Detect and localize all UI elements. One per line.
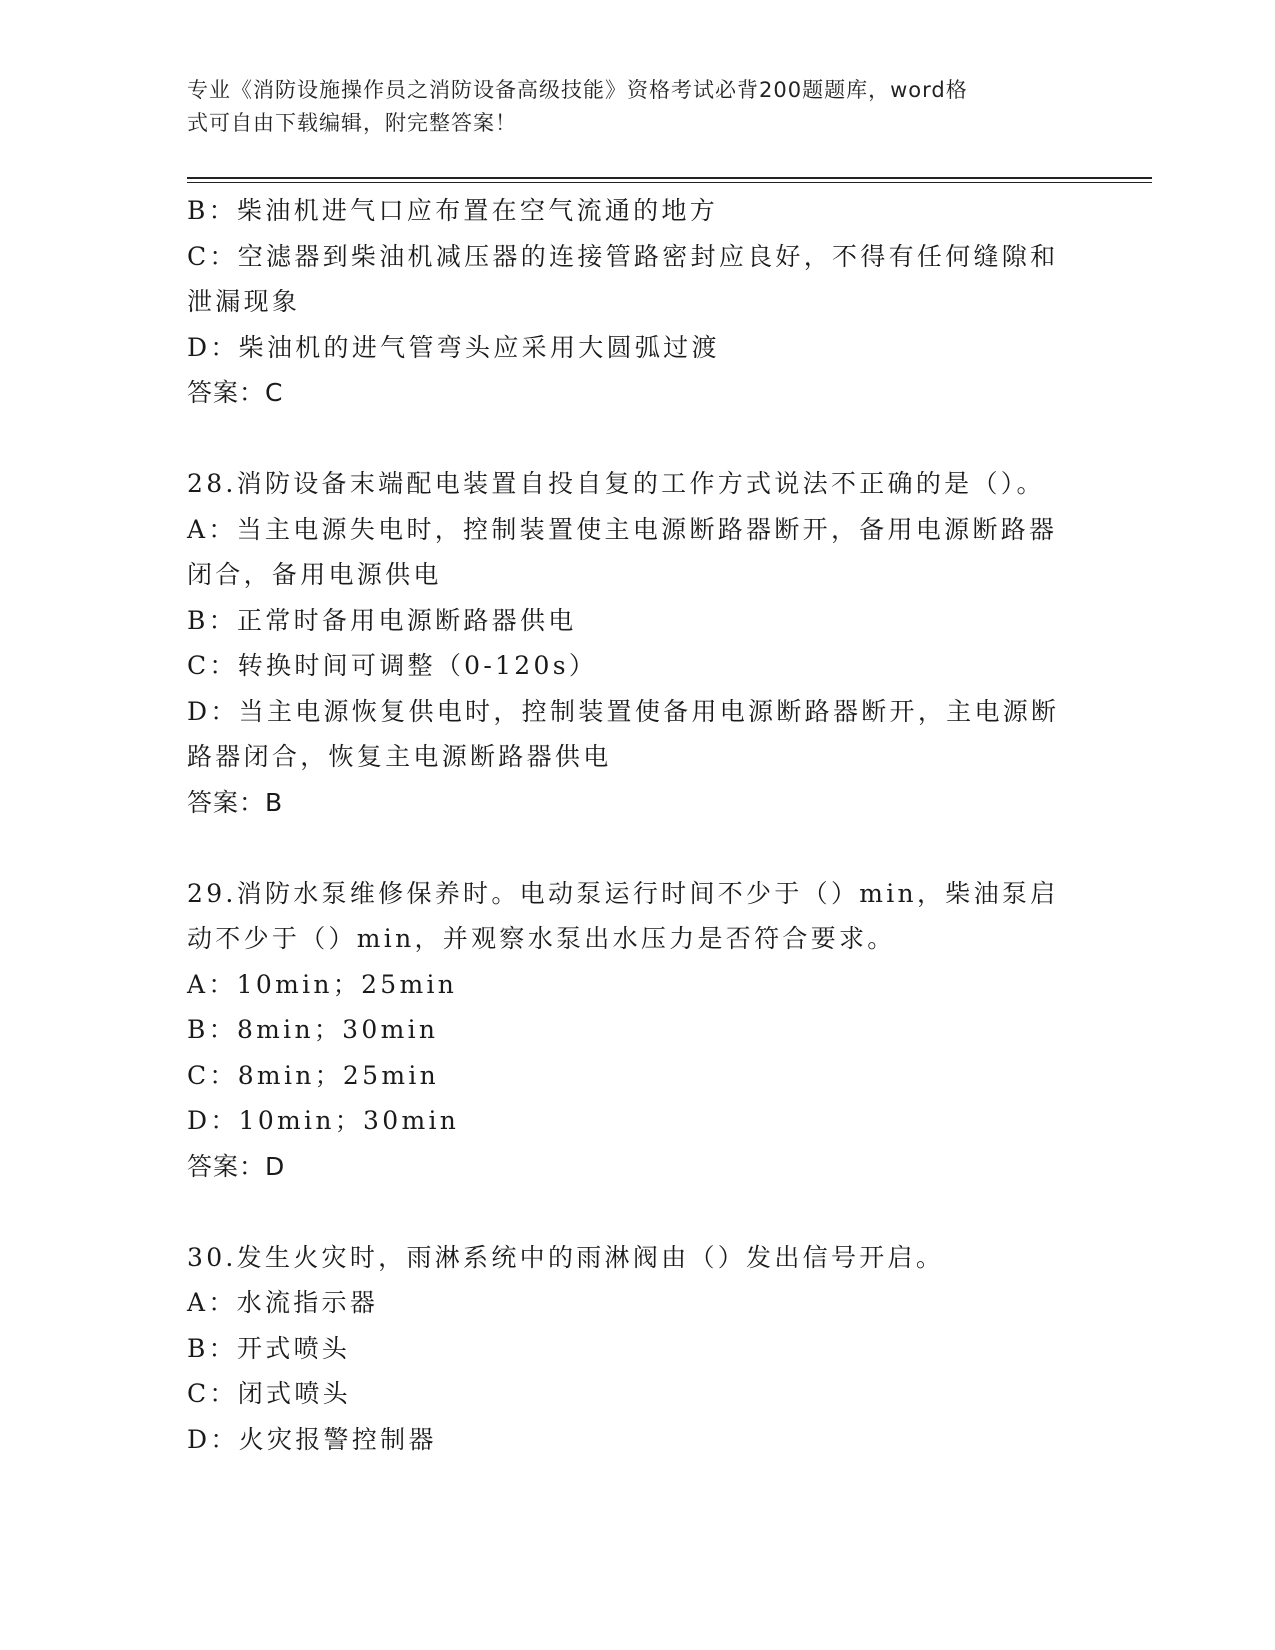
q29-stem-line-2: 动不少于（）min，并观察水泵出水压力是否符合要求。 [187, 924, 896, 953]
q28-option-a-line-1: A：当主电源失电时，控制装置使主电源断路器断开，备用电源断路器 [187, 514, 1058, 544]
q27-option-b: B：柴油机进气口应布置在空气流通的地方 [187, 196, 719, 225]
question-27 [187, 188, 1087, 416]
page-header [187, 74, 1067, 140]
q28-option-a-line-2: 闭合，备用电源供电 [187, 560, 442, 589]
question-list [187, 188, 1087, 1462]
q28-answer: 答案：B [187, 787, 284, 817]
header-divider-thick [187, 177, 1152, 179]
q29-option-b: B：8min；30min [187, 1015, 439, 1044]
q29-option-a: A：10min；25min [187, 969, 458, 999]
question-29 [187, 871, 1087, 1190]
q29-answer: 答案：D [187, 1151, 286, 1181]
q28-option-d-line-1: D：当主电源恢复供电时，控制装置使备用电源断路器断开，主电源断 [187, 696, 1060, 726]
q30-option-c: C：闭式喷头 [187, 1379, 351, 1408]
q28-stem: 28.消防设备末端配电装置自投自复的工作方式说法不正确的是（）。 [187, 469, 1045, 498]
q27-option-d: D：柴油机的进气管弯头应采用大圆弧过渡 [187, 332, 720, 362]
q27-option-c-line-2: 泄漏现象 [187, 287, 301, 316]
q29-option-d: D：10min；30min [187, 1106, 460, 1135]
q29-option-c: C：8min；25min [187, 1060, 440, 1090]
q29-stem-line-1: 29.消防水泵维修保养时。电动泵运行时间不少于（）min，柴油泵启 [187, 878, 1059, 908]
q28-option-b: B：正常时备用电源断路器供电 [187, 605, 577, 635]
header-line-1: 专业《消防设施操作员之消防设备高级技能》资格考试必背200题题库，word格 [187, 78, 968, 102]
q30-option-a: A：水流指示器 [187, 1288, 379, 1317]
spacer [187, 416, 1087, 462]
question-28 [187, 461, 1087, 825]
q27-option-c-line-1: C：空滤器到柴油机减压器的连接管路密封应良好，不得有任何缝隙和 [187, 241, 1059, 271]
q27-answer: 答案：C [187, 378, 284, 407]
q28-option-c: C：转换时间可调整（0-120s） [187, 651, 598, 680]
header-line-2: 式可自由下载编辑，附完整答案！ [187, 111, 517, 135]
q30-option-b: B：开式喷头 [187, 1333, 351, 1363]
q30-option-d: D：火灾报警控制器 [187, 1424, 437, 1454]
q28-option-d-line-2: 路器闭合，恢复主电源断路器供电 [187, 742, 612, 771]
question-30 [187, 1235, 1087, 1463]
spacer [187, 1189, 1087, 1235]
q30-stem: 30.发生火灾时，雨淋系统中的雨淋阀由（）发出信号开启。 [187, 1242, 945, 1272]
header-divider-thin [187, 182, 1152, 183]
spacer [187, 825, 1087, 871]
